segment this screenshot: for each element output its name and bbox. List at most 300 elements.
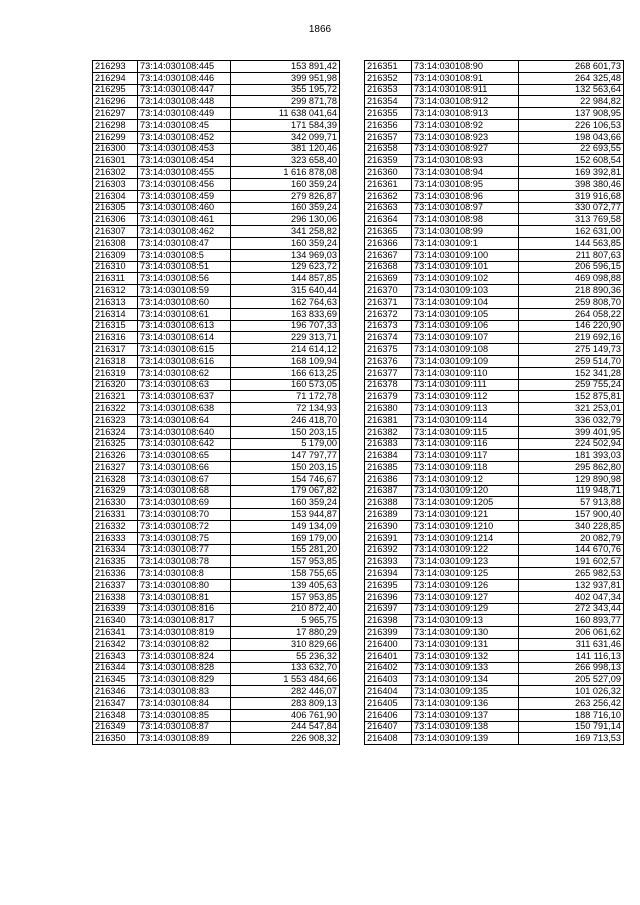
row-number: 216295: [93, 84, 138, 96]
table-row: [365, 426, 624, 438]
row-number: 216299: [93, 131, 138, 143]
cadastral-value: 263 256,42: [519, 698, 624, 710]
cadastral-value: 321 253,01: [519, 403, 624, 415]
row-number: 216314: [93, 308, 138, 320]
cadastral-number: 73:14:030108:615: [138, 344, 231, 356]
table-row: [365, 273, 624, 285]
cadastral-number: 73:14:030108:80: [138, 580, 231, 592]
cadastral-number: 73:14:030109:117: [412, 450, 519, 462]
cadastral-value: 323 658,40: [231, 155, 340, 167]
row-number: 216331: [93, 509, 138, 521]
cadastral-value: 226 908,32: [231, 733, 340, 745]
row-number: 216390: [365, 521, 412, 533]
cadastral-number: 73:14:030109:101: [412, 261, 519, 273]
cadastral-value: 218 890,36: [519, 285, 624, 297]
row-number: 216298: [93, 119, 138, 131]
cadastral-value: 211 807,63: [519, 249, 624, 261]
cadastral-number: 73:14:030108:68: [138, 485, 231, 497]
table-row: [93, 686, 340, 698]
cadastral-number: 73:14:030108:828: [138, 662, 231, 674]
cadastral-number: 73:14:030109:136: [412, 698, 519, 710]
cadastral-value: 283 809,13: [231, 698, 340, 710]
cadastral-value: 313 769,58: [519, 214, 624, 226]
cadastral-number: 73:14:030108:456: [138, 178, 231, 190]
table-row: [365, 556, 624, 568]
row-number: 216374: [365, 332, 412, 344]
cadastral-value: 206 061,62: [519, 627, 624, 639]
cadastral-value: 144 670,76: [519, 544, 624, 556]
table-row: [365, 108, 624, 120]
cadastral-value: 310 829,66: [231, 639, 340, 651]
cadastral-value: 150 203,15: [231, 462, 340, 474]
cadastral-value: 144 857,85: [231, 273, 340, 285]
row-number: 216391: [365, 532, 412, 544]
row-number: 216326: [93, 450, 138, 462]
row-number: 216335: [93, 556, 138, 568]
table-row: [365, 662, 624, 674]
table-row: [93, 627, 340, 639]
table-row: [93, 639, 340, 651]
table-row: [93, 167, 340, 179]
row-number: 216389: [365, 509, 412, 521]
row-number: 216386: [365, 473, 412, 485]
cadastral-number: 73:14:030108:613: [138, 320, 231, 332]
cadastral-number: 73:14:030109:1210: [412, 521, 519, 533]
table-row: [93, 462, 340, 474]
cadastral-value: 162 631,00: [519, 226, 624, 238]
cadastral-value: 188 716,10: [519, 709, 624, 721]
row-number: 216318: [93, 355, 138, 367]
table-row: [93, 426, 340, 438]
cadastral-value: 139 405,63: [231, 580, 340, 592]
cadastral-number: 73:14:030108:816: [138, 603, 231, 615]
row-number: 216324: [93, 426, 138, 438]
row-number: 216332: [93, 521, 138, 533]
cadastral-number: 73:14:030109:103: [412, 285, 519, 297]
row-number: 216393: [365, 556, 412, 568]
table-row: [93, 108, 340, 120]
table-row: [365, 497, 624, 509]
cadastral-value: 210 872,40: [231, 603, 340, 615]
table-row: [93, 355, 340, 367]
cadastral-number: 73:14:030108:927: [412, 143, 519, 155]
table-row: [93, 485, 340, 497]
cadastral-number: 73:14:030109:1205: [412, 497, 519, 509]
cadastral-number: 73:14:030108:84: [138, 698, 231, 710]
cadastral-number: 73:14:030108:66: [138, 462, 231, 474]
cadastral-number: 73:14:030108:45: [138, 119, 231, 131]
cadastral-value: 57 913,88: [519, 497, 624, 509]
table-row: [365, 367, 624, 379]
cadastral-number: 73:14:030108:87: [138, 721, 231, 733]
row-number: 216352: [365, 72, 412, 84]
table-row: [93, 131, 340, 143]
row-number: 216360: [365, 167, 412, 179]
cadastral-value: 119 948,71: [519, 485, 624, 497]
table-row: [93, 249, 340, 261]
cadastral-number: 73:14:030108:95: [412, 178, 519, 190]
cadastral-number: 73:14:030109:1: [412, 237, 519, 249]
table-row: [93, 544, 340, 556]
cadastral-value: 141 116,13: [519, 650, 624, 662]
table-row: [93, 521, 340, 533]
cadastral-number: 73:14:030108:82: [138, 639, 231, 651]
table-row: [365, 438, 624, 450]
table-row: [93, 532, 340, 544]
row-number: 216322: [93, 403, 138, 415]
row-number: 216405: [365, 698, 412, 710]
cadastral-number: 73:14:030108:94: [412, 167, 519, 179]
row-number: 216395: [365, 580, 412, 592]
row-number: 216334: [93, 544, 138, 556]
table-row: [93, 403, 340, 415]
table-row: [93, 450, 340, 462]
row-number: 216296: [93, 96, 138, 108]
row-number: 216320: [93, 379, 138, 391]
cadastral-value: 299 871,78: [231, 96, 340, 108]
table-row: [93, 367, 340, 379]
cadastral-number: 73:14:030109:120: [412, 485, 519, 497]
cadastral-number: 73:14:030108:51: [138, 261, 231, 273]
table-row: [93, 591, 340, 603]
table-row: [365, 344, 624, 356]
table-row: [93, 190, 340, 202]
cadastral-value: 402 047,34: [519, 591, 624, 603]
cadastral-value: 169 179,00: [231, 532, 340, 544]
cadastral-number: 73:14:030108:70: [138, 509, 231, 521]
table-row: [93, 662, 340, 674]
cadastral-number: 73:14:030109:133: [412, 662, 519, 674]
table-row: [365, 450, 624, 462]
row-number: 216365: [365, 226, 412, 238]
cadastral-number: 73:14:030108:829: [138, 674, 231, 686]
table-row: [93, 84, 340, 96]
cadastral-number: 73:14:030109:1214: [412, 532, 519, 544]
cadastral-value: 20 082,79: [519, 532, 624, 544]
table-row: [93, 473, 340, 485]
cadastral-value: 275 149,73: [519, 344, 624, 356]
row-number: 216370: [365, 285, 412, 297]
cadastral-number: 73:14:030108:81: [138, 591, 231, 603]
cadastral-value: 259 755,24: [519, 379, 624, 391]
cadastral-number: 73:14:030108:460: [138, 202, 231, 214]
cadastral-number: 73:14:030108:817: [138, 615, 231, 627]
row-number: 216406: [365, 709, 412, 721]
row-number: 216404: [365, 686, 412, 698]
table-row: [93, 344, 340, 356]
table-row: [93, 391, 340, 403]
cadastral-number: 73:14:030109:137: [412, 709, 519, 721]
cadastral-value: 152 875,81: [519, 391, 624, 403]
table-row: [93, 320, 340, 332]
table-row: [93, 580, 340, 592]
cadastral-number: 73:14:030108:461: [138, 214, 231, 226]
row-number: 216379: [365, 391, 412, 403]
cadastral-number: 73:14:030108:60: [138, 296, 231, 308]
cadastral-value: 1 553 484,66: [231, 674, 340, 686]
cadastral-value: 71 172,78: [231, 391, 340, 403]
table-row: [93, 332, 340, 344]
row-number: 216399: [365, 627, 412, 639]
cadastral-value: 244 547,84: [231, 721, 340, 733]
row-number: 216333: [93, 532, 138, 544]
row-number: 216309: [93, 249, 138, 261]
cadastral-value: 381 120,46: [231, 143, 340, 155]
cadastral-number: 73:14:030108:63: [138, 379, 231, 391]
cadastral-value: 160 359,24: [231, 178, 340, 190]
cadastral-number: 73:14:030109:102: [412, 273, 519, 285]
table-row: [365, 143, 624, 155]
cadastral-value: 399 951,98: [231, 72, 340, 84]
row-number: 216294: [93, 72, 138, 84]
table-row: [93, 72, 340, 84]
cadastral-value: 134 969,03: [231, 249, 340, 261]
cadastral-value: 152 608,54: [519, 155, 624, 167]
cadastral-value: 150 203,15: [231, 426, 340, 438]
table-row: [365, 308, 624, 320]
row-number: 216321: [93, 391, 138, 403]
table-row: [93, 438, 340, 450]
table-row: [365, 355, 624, 367]
cadastral-value: 171 584,39: [231, 119, 340, 131]
row-number: 216407: [365, 721, 412, 733]
table-row: [365, 72, 624, 84]
cadastral-number: 73:14:030109:113: [412, 403, 519, 415]
row-number: 216350: [93, 733, 138, 745]
row-number: 216383: [365, 438, 412, 450]
cadastral-value: 311 631,46: [519, 639, 624, 651]
table-row: [93, 61, 340, 73]
cadastral-number: 73:14:030109:111: [412, 379, 519, 391]
cadastral-value: 268 601,73: [519, 61, 624, 73]
table-row: [365, 721, 624, 733]
cadastral-value: 17 880,29: [231, 627, 340, 639]
table-row: [365, 332, 624, 344]
table-row: [93, 178, 340, 190]
table-row: [365, 473, 624, 485]
cadastral-number: 73:14:030108:72: [138, 521, 231, 533]
cadastral-value: 157 953,85: [231, 591, 340, 603]
cadastral-value: 341 258,82: [231, 226, 340, 238]
row-number: 216341: [93, 627, 138, 639]
row-number: 216380: [365, 403, 412, 415]
cadastral-value: 132 563,64: [519, 84, 624, 96]
cadastral-number: 73:14:030108:62: [138, 367, 231, 379]
cadastral-number: 73:14:030109:139: [412, 733, 519, 745]
row-number: 216371: [365, 296, 412, 308]
cadastral-value: 133 632,70: [231, 662, 340, 674]
cadastral-value: 160 359,24: [231, 202, 340, 214]
cadastral-number: 73:14:030108:77: [138, 544, 231, 556]
cadastral-number: 73:14:030109:118: [412, 462, 519, 474]
cadastral-value: 315 640,44: [231, 285, 340, 297]
row-number: 216372: [365, 308, 412, 320]
row-number: 216385: [365, 462, 412, 474]
table-row: [365, 615, 624, 627]
cadastral-value: 5 179,00: [231, 438, 340, 450]
cadastral-number: 73:14:030108:99: [412, 226, 519, 238]
table-row: [365, 485, 624, 497]
cadastral-value: 101 026,32: [519, 686, 624, 698]
row-number: 216398: [365, 615, 412, 627]
cadastral-number: 73:14:030109:109: [412, 355, 519, 367]
row-number: 216307: [93, 226, 138, 238]
cadastral-number: 73:14:030108:8: [138, 568, 231, 580]
cadastral-number: 73:14:030108:5: [138, 249, 231, 261]
cadastral-number: 73:14:030109:126: [412, 580, 519, 592]
cadastral-number: 73:14:030109:13: [412, 615, 519, 627]
cadastral-number: 73:14:030108:96: [412, 190, 519, 202]
cadastral-value: 155 281,20: [231, 544, 340, 556]
cadastral-value: 319 916,68: [519, 190, 624, 202]
table-row: [365, 509, 624, 521]
row-number: 216303: [93, 178, 138, 190]
table-row: [365, 403, 624, 415]
row-number: 216300: [93, 143, 138, 155]
table-row: [93, 556, 340, 568]
table-row: [365, 639, 624, 651]
table-row: [93, 237, 340, 249]
cadastral-value: 153 944,87: [231, 509, 340, 521]
cadastral-value: 266 998,13: [519, 662, 624, 674]
table-row: [93, 615, 340, 627]
table-row: [365, 414, 624, 426]
row-number: 216293: [93, 61, 138, 73]
row-number: 216355: [365, 108, 412, 120]
row-number: 216369: [365, 273, 412, 285]
row-number: 216357: [365, 131, 412, 143]
cadastral-number: 73:14:030108:448: [138, 96, 231, 108]
table-row: [365, 521, 624, 533]
cadastral-value: 11 638 041,64: [231, 108, 340, 120]
table-row: [365, 249, 624, 261]
cadastral-value: 342 099,71: [231, 131, 340, 143]
table-row: [93, 509, 340, 521]
cadastral-value: 296 130,06: [231, 214, 340, 226]
cadastral-number: 73:14:030108:75: [138, 532, 231, 544]
table-row: [365, 532, 624, 544]
table-row: [365, 627, 624, 639]
table-row: [93, 497, 340, 509]
cadastral-value: 144 563,85: [519, 237, 624, 249]
cadastral-number: 73:14:030108:93: [412, 155, 519, 167]
table-row: [93, 733, 340, 745]
cadastral-number: 73:14:030108:911: [412, 84, 519, 96]
row-number: 216378: [365, 379, 412, 391]
table-row: [365, 296, 624, 308]
cadastral-number: 73:14:030108:446: [138, 72, 231, 84]
cadastral-value: 160 359,24: [231, 237, 340, 249]
cadastral-number: 73:14:030108:98: [412, 214, 519, 226]
row-number: 216353: [365, 84, 412, 96]
table-row: [93, 273, 340, 285]
cadastral-number: 73:14:030109:115: [412, 426, 519, 438]
cadastral-value: 153 891,42: [231, 61, 340, 73]
cadastral-value: 163 833,69: [231, 308, 340, 320]
row-number: 216301: [93, 155, 138, 167]
cadastral-value: 160 359,24: [231, 497, 340, 509]
row-number: 216384: [365, 450, 412, 462]
cadastral-value: 162 764,63: [231, 296, 340, 308]
row-number: 216400: [365, 639, 412, 651]
table-row: [365, 214, 624, 226]
cadastral-number: 73:14:030108:616: [138, 355, 231, 367]
row-number: 216375: [365, 344, 412, 356]
cadastral-value: 132 937,81: [519, 580, 624, 592]
cadastral-number: 73:14:030109:100: [412, 249, 519, 261]
cadastral-number: 73:14:030108:61: [138, 308, 231, 320]
cadastral-value: 146 220,90: [519, 320, 624, 332]
cadastral-value: 224 502,94: [519, 438, 624, 450]
cadastral-number: 73:14:030109:122: [412, 544, 519, 556]
cadastral-number: 73:14:030108:65: [138, 450, 231, 462]
row-number: 216376: [365, 355, 412, 367]
cadastral-value: 206 596,15: [519, 261, 624, 273]
cadastral-value: 5 965,75: [231, 615, 340, 627]
cadastral-value: 149 134,09: [231, 521, 340, 533]
table-row: [365, 261, 624, 273]
table-row: [365, 568, 624, 580]
cadastral-value: 147 797,77: [231, 450, 340, 462]
table-row: [365, 462, 624, 474]
cadastral-value: 150 791,14: [519, 721, 624, 733]
row-number: 216382: [365, 426, 412, 438]
row-number: 216308: [93, 237, 138, 249]
row-number: 216408: [365, 733, 412, 745]
cadastral-number: 73:14:030109:121: [412, 509, 519, 521]
row-number: 216297: [93, 108, 138, 120]
cadastral-number: 73:14:030108:913: [412, 108, 519, 120]
row-number: 216345: [93, 674, 138, 686]
table-row: [93, 261, 340, 273]
row-number: 216311: [93, 273, 138, 285]
table-row: [365, 61, 624, 73]
cadastral-value: 22 984,82: [519, 96, 624, 108]
cadastral-number: 73:14:030109:12: [412, 473, 519, 485]
cadastral-value: 330 072,77: [519, 202, 624, 214]
cadastral-value: 340 228,85: [519, 521, 624, 533]
table-row: [365, 320, 624, 332]
cadastral-number: 73:14:030109:131: [412, 639, 519, 651]
table-row: [93, 119, 340, 131]
cadastral-value: 154 746,67: [231, 473, 340, 485]
cadastral-number: 73:14:030108:47: [138, 237, 231, 249]
table-row: [93, 296, 340, 308]
table-row: [365, 591, 624, 603]
cadastral-number: 73:14:030109:112: [412, 391, 519, 403]
cadastral-value: 157 953,85: [231, 556, 340, 568]
cadastral-value: 214 614,12: [231, 344, 340, 356]
table-row: [93, 285, 340, 297]
cadastral-number: 73:14:030109:127: [412, 591, 519, 603]
table-row: [93, 568, 340, 580]
row-number: 216361: [365, 178, 412, 190]
cadastral-number: 73:14:030108:459: [138, 190, 231, 202]
cadastral-number: 73:14:030108:452: [138, 131, 231, 143]
cadastral-value: 72 134,93: [231, 403, 340, 415]
cadastral-value: 168 109,94: [231, 355, 340, 367]
cadastral-value: 205 527,09: [519, 674, 624, 686]
table-row: [365, 167, 624, 179]
cadastral-value: 279 826,87: [231, 190, 340, 202]
row-number: 216344: [93, 662, 138, 674]
cadastral-value: 295 862,80: [519, 462, 624, 474]
table-row: [365, 190, 624, 202]
table-row: [93, 721, 340, 733]
table-row: [365, 285, 624, 297]
row-number: 216315: [93, 320, 138, 332]
cadastral-value: 272 343,44: [519, 603, 624, 615]
